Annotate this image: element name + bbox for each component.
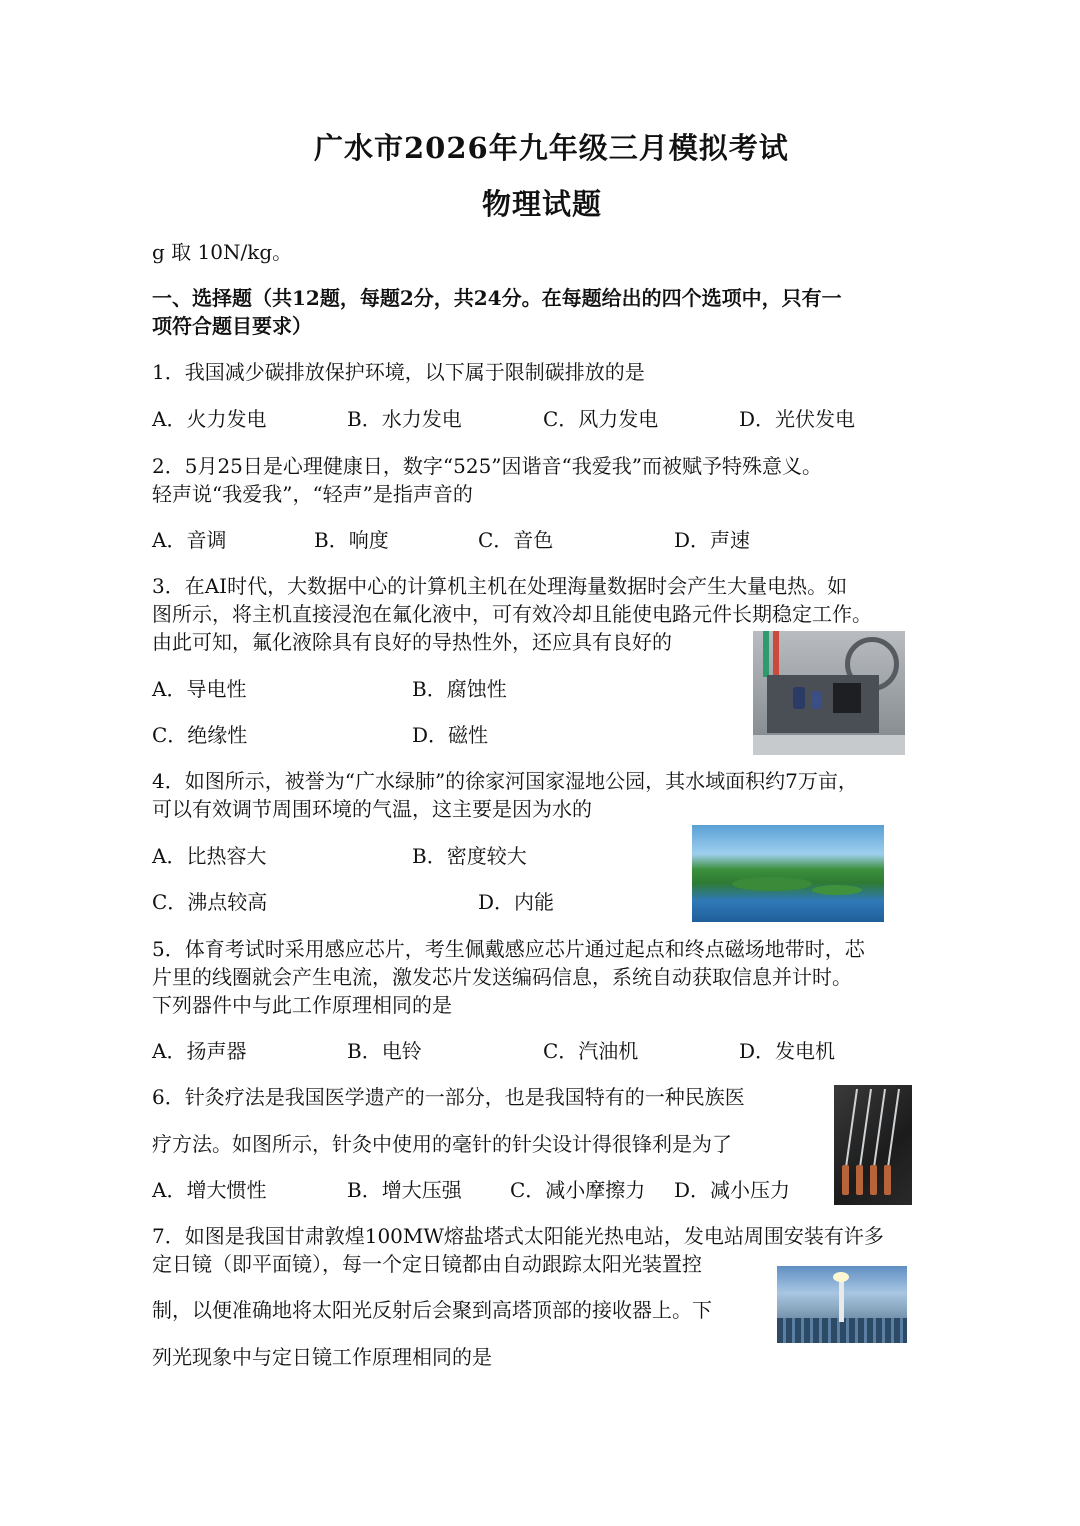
section-heading-line1: 一、选择题（共12题，每题2分，共24分。在每题给出的四个选项中，只有一 bbox=[152, 286, 842, 310]
photo-island bbox=[732, 877, 812, 891]
q6-stem-line2: 疗方法。如图所示，针灸中使用的毫针的针尖设计得很锋利是为了 bbox=[152, 1132, 732, 1156]
q3-option-a: A．导电性 bbox=[152, 677, 247, 701]
acupuncture-needles-photo bbox=[834, 1085, 912, 1205]
q4-option-c: C．沸点较高 bbox=[152, 890, 268, 914]
photo-needle-handle bbox=[870, 1165, 877, 1195]
photo-needle-handle bbox=[856, 1165, 863, 1195]
photo-needle bbox=[887, 1089, 900, 1167]
q2-option-b: B．响度 bbox=[314, 528, 389, 552]
q4-stem-line2: 可以有效调节周围环境的气温，这主要是因为水的 bbox=[152, 797, 592, 821]
q4-option-d: D．内能 bbox=[478, 890, 555, 914]
photo-needle-handle bbox=[842, 1165, 849, 1195]
wetland-park-photo bbox=[692, 825, 884, 922]
q2-stem-line2: 轻声说“我爱我”，“轻声”是指声音的 bbox=[152, 482, 473, 506]
q1-option-b: B．水力发电 bbox=[347, 407, 462, 431]
photo-needle bbox=[873, 1089, 886, 1167]
q4-option-a: A．比热容大 bbox=[152, 844, 267, 868]
q3-stem-line3: 由此可知，氟化液除具有良好的导热性外，还应具有良好的 bbox=[152, 630, 672, 654]
q6-stem-line1: 6．针灸疗法是我国医学遗产的一部分，也是我国特有的一种民族医 bbox=[152, 1085, 745, 1109]
photo-circuit-board bbox=[767, 675, 879, 733]
q2-option-c: C．音色 bbox=[478, 528, 554, 552]
q6-option-d: D．减小压力 bbox=[674, 1178, 791, 1202]
q5-option-a: A．扬声器 bbox=[152, 1039, 247, 1063]
photo-needle-handle bbox=[884, 1165, 891, 1195]
q3-option-b: B．腐蚀性 bbox=[412, 677, 507, 701]
q2-stem-line1: 2．5月25日是心理健康日，数字“525”因谐音“我爱我”而被赋予特殊意义。 bbox=[152, 454, 822, 478]
photo-wire bbox=[763, 631, 769, 677]
q1-stem: 1．我国减少碳排放保护环境，以下属于限制碳排放的是 bbox=[152, 360, 645, 384]
q4-option-b: B．密度较大 bbox=[412, 844, 527, 868]
q2-option-a: A．音调 bbox=[152, 528, 227, 552]
q3-option-c: C．绝缘性 bbox=[152, 723, 248, 747]
q5-option-b: B．电铃 bbox=[347, 1039, 422, 1063]
photo-chip bbox=[833, 683, 861, 713]
q7-stem-line1: 7．如图是我国甘肃敦煌100MW熔盐塔式太阳能光热电站，发电站周围安装有许多 bbox=[152, 1224, 884, 1248]
q6-option-c: C．减小摩擦力 bbox=[510, 1178, 646, 1202]
q1-option-d: D．光伏发电 bbox=[739, 407, 856, 431]
section-heading-line2: 项符合题目要求） bbox=[152, 314, 312, 338]
photo-capacitor bbox=[793, 687, 805, 709]
q5-stem-line2: 片里的线圈就会产生电流，激发芯片发送编码信息，系统自动获取信息并计时。 bbox=[152, 965, 852, 989]
q3-stem-line1: 3．在AI时代，大数据中心的计算机主机在处理海量数据时会产生大量电热。如 bbox=[152, 574, 848, 598]
q5-option-c: C．汽油机 bbox=[543, 1039, 639, 1063]
q5-stem-line3: 下列器件中与此工作原理相同的是 bbox=[152, 993, 452, 1017]
photo-base-plate bbox=[753, 735, 905, 755]
q4-stem-line1: 4．如图所示，被誉为“广水绿肺”的徐家河国家湿地公园，其水域面积约7万亩， bbox=[152, 769, 858, 793]
q2-option-d: D．声速 bbox=[674, 528, 751, 552]
q3-stem-line2: 图所示，将主机直接浸泡在氟化液中，可有效冷却且能使电路元件长期稳定工作。 bbox=[152, 602, 872, 626]
exam-title: 广水市2026年九年级三月模拟考试 bbox=[314, 131, 789, 165]
q5-option-d: D．发电机 bbox=[739, 1039, 836, 1063]
q7-stem-line2: 定日镜（即平面镜），每一个定日镜都由自动跟踪太阳光装置控 bbox=[152, 1252, 702, 1276]
q7-stem-line3: 制，以便准确地将太阳光反射后会聚到高塔顶部的接收器上。下 bbox=[152, 1298, 712, 1322]
photo-receiver-glow bbox=[833, 1272, 849, 1282]
photo-needle bbox=[859, 1089, 872, 1167]
q6-option-b: B．增大压强 bbox=[347, 1178, 462, 1202]
photo-island bbox=[812, 885, 862, 895]
server-cooling-photo bbox=[753, 631, 905, 755]
q5-stem-line1: 5．体育考试时采用感应芯片，考生佩戴感应芯片通过起点和终点磁场地带时，芯 bbox=[152, 937, 865, 961]
q1-option-c: C．风力发电 bbox=[543, 407, 659, 431]
photo-needle bbox=[845, 1089, 858, 1167]
q3-option-d: D．磁性 bbox=[412, 723, 489, 747]
photo-wire bbox=[773, 631, 779, 677]
exam-subtitle: 物理试题 bbox=[482, 187, 603, 221]
gravity-note: g 取 10N/kg。 bbox=[152, 240, 293, 264]
solar-tower-station-photo bbox=[777, 1266, 907, 1343]
q6-option-a: A．增大惯性 bbox=[152, 1178, 267, 1202]
photo-capacitor bbox=[811, 691, 821, 709]
q1-option-a: A．火力发电 bbox=[152, 407, 267, 431]
q7-stem-line4: 列光现象中与定日镜工作原理相同的是 bbox=[152, 1345, 492, 1369]
